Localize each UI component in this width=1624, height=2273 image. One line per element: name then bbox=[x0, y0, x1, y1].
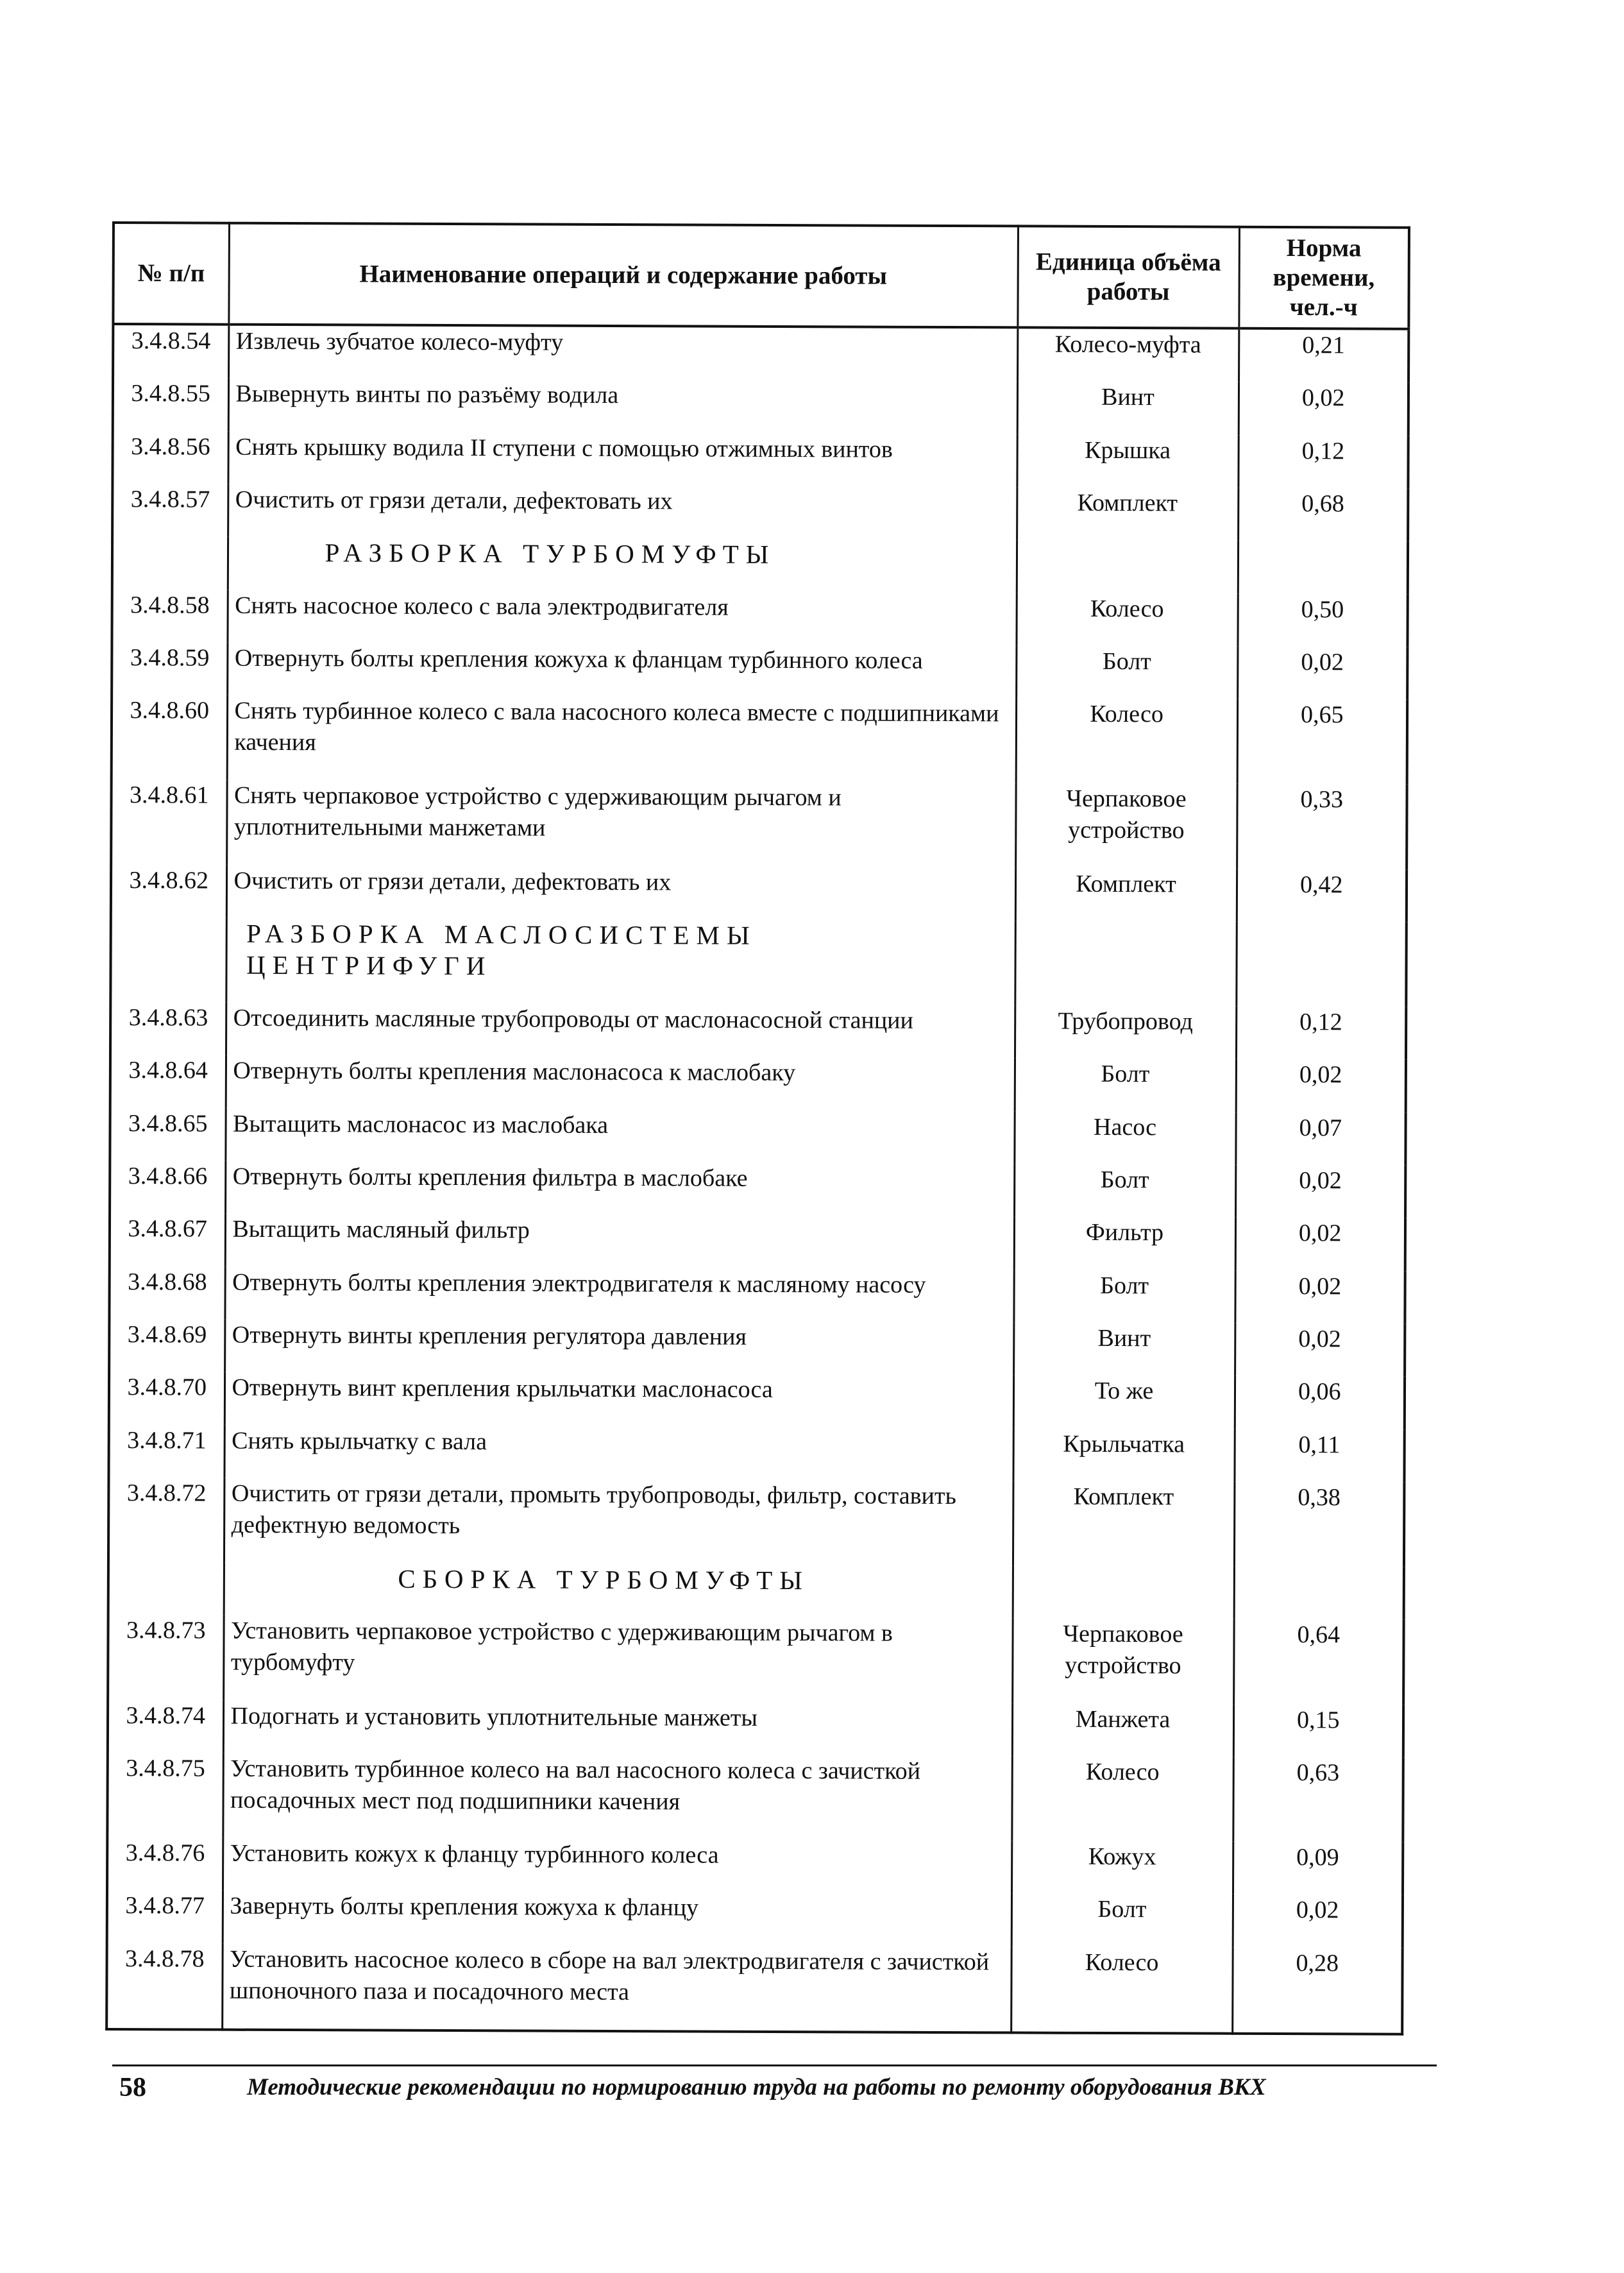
row-number: 3.4.8.54 bbox=[113, 324, 228, 379]
header-unit: Единица объёма работы bbox=[1017, 226, 1239, 328]
row-time-norm: 0,38 bbox=[1234, 1482, 1405, 1567]
row-unit: Болт bbox=[1015, 1059, 1236, 1112]
table-row bbox=[106, 1943, 1402, 2033]
row-unit: Колесо bbox=[1016, 699, 1238, 784]
section-row bbox=[112, 536, 1408, 594]
row-number: 3.4.8.59 bbox=[112, 642, 227, 695]
table-row bbox=[107, 1837, 1403, 1895]
row-number: 3.4.8.57 bbox=[112, 484, 228, 537]
row-operation-name: Снять крышку водила II ступени с помощью отжимных винтов bbox=[228, 431, 1017, 487]
row-number: 3.4.8.60 bbox=[112, 695, 228, 780]
section-norm-cell bbox=[1234, 1567, 1404, 1620]
row-number: 3.4.8.61 bbox=[111, 779, 227, 865]
row-unit: Комплект bbox=[1015, 868, 1237, 922]
row-number: 3.4.8.55 bbox=[113, 378, 228, 431]
filler-cell bbox=[1011, 2031, 1232, 2034]
section-number-cell bbox=[110, 917, 226, 1003]
row-operation-name: Отвернуть винт крепления крыльчатки маслонасоса bbox=[224, 1372, 1013, 1428]
row-unit: Винт bbox=[1017, 382, 1239, 436]
filler-cell bbox=[106, 2028, 222, 2030]
section-heading: РАЗБОРКА ТУРБОМУФТЫ bbox=[228, 537, 1017, 593]
row-number: 3.4.8.58 bbox=[112, 590, 227, 643]
row-time-norm: 0,06 bbox=[1235, 1376, 1405, 1429]
table-row bbox=[107, 1753, 1403, 1843]
row-number: 3.4.8.77 bbox=[107, 1890, 223, 1943]
row-number: 3.4.8.72 bbox=[108, 1477, 224, 1563]
table-row bbox=[108, 1615, 1403, 1705]
table-row bbox=[109, 1266, 1405, 1324]
table-body bbox=[106, 324, 1408, 2034]
row-unit: Колесо bbox=[1011, 1756, 1233, 1841]
page-number: 58 bbox=[119, 2073, 146, 2102]
section-unit-cell bbox=[1015, 921, 1237, 1006]
row-unit: Кожух bbox=[1011, 1841, 1233, 1894]
header-number: № п/п bbox=[113, 223, 229, 325]
row-time-norm: 0,02 bbox=[1235, 1324, 1405, 1377]
norms-table bbox=[105, 221, 1410, 2036]
row-number: 3.4.8.75 bbox=[107, 1753, 223, 1838]
row-time-norm: 0,33 bbox=[1237, 784, 1407, 869]
table-row bbox=[108, 1700, 1403, 1758]
row-time-norm: 0,65 bbox=[1237, 699, 1408, 785]
row-number: 3.4.8.70 bbox=[109, 1372, 224, 1425]
row-operation-name: Очистить от грязи детали, дефектовать их bbox=[226, 865, 1015, 921]
row-time-norm: 0,50 bbox=[1237, 593, 1407, 647]
section-unit-cell bbox=[1013, 1566, 1234, 1620]
row-unit: Насос bbox=[1014, 1111, 1235, 1165]
table-row bbox=[112, 484, 1408, 541]
row-time-norm: 0,12 bbox=[1238, 435, 1408, 488]
row-time-norm: 0,02 bbox=[1235, 1165, 1405, 1218]
row-operation-name: Отвернуть болты крепления фильтра в маслобаке bbox=[225, 1161, 1014, 1217]
row-operation-name: Подогнать и установить уплотнительные манжеты bbox=[223, 1700, 1012, 1756]
table-row bbox=[110, 1055, 1406, 1112]
section-row bbox=[110, 917, 1406, 1007]
row-time-norm: 0,02 bbox=[1235, 1270, 1405, 1324]
row-operation-name: Завернуть болты крепления кожуха к фланцу bbox=[223, 1891, 1011, 1946]
row-operation-name: Очистить от грязи детали, промыть трубопроводы, фильтр, составить дефектную ведомость bbox=[224, 1478, 1013, 1566]
footer-rule bbox=[112, 2064, 1437, 2066]
row-number: 3.4.8.66 bbox=[110, 1161, 225, 1214]
table-row bbox=[111, 865, 1407, 923]
row-operation-name: Очистить от грязи детали, дефектовать их bbox=[228, 484, 1017, 540]
row-operation-name: Отвернуть болты крепления маслонасоса к маслобаку bbox=[226, 1055, 1015, 1111]
table-row bbox=[110, 1002, 1406, 1060]
row-number: 3.4.8.68 bbox=[109, 1266, 224, 1320]
header-operation-name: Наименование операций и содержание работы bbox=[228, 223, 1018, 328]
table-row bbox=[110, 1213, 1405, 1271]
norms-table-sheet bbox=[105, 221, 1408, 2036]
row-number: 3.4.8.67 bbox=[110, 1213, 225, 1266]
row-number: 3.4.8.71 bbox=[108, 1425, 224, 1478]
table-row bbox=[109, 1372, 1405, 1429]
row-time-norm: 0,02 bbox=[1233, 1894, 1403, 1948]
table-row bbox=[111, 779, 1407, 869]
row-operation-name: Извлечь зубчатое колесо-муфту bbox=[228, 325, 1017, 382]
table-row bbox=[109, 1319, 1405, 1377]
row-unit: Колесо bbox=[1011, 1946, 1233, 2032]
table-row bbox=[113, 378, 1408, 436]
filler-cell bbox=[1232, 2032, 1402, 2034]
row-number: 3.4.8.73 bbox=[108, 1615, 224, 1700]
table-row bbox=[112, 642, 1407, 700]
row-operation-name: Снять насосное колесо с вала электродвигателя bbox=[227, 590, 1016, 645]
row-number: 3.4.8.64 bbox=[110, 1055, 226, 1108]
section-heading: СБОРКА ТУРБОМУФТЫ bbox=[224, 1563, 1013, 1619]
table-row bbox=[110, 1108, 1405, 1166]
table-row bbox=[107, 1890, 1403, 1948]
row-time-norm: 0,09 bbox=[1233, 1842, 1403, 1895]
row-time-norm: 0,02 bbox=[1239, 382, 1408, 436]
row-time-norm: 0,11 bbox=[1234, 1429, 1404, 1482]
row-operation-name: Вытащить маслонасос из маслобака bbox=[225, 1108, 1014, 1164]
row-operation-name: Установить кожух к фланцу турбинного колеса bbox=[223, 1838, 1011, 1894]
row-unit: Колесо bbox=[1016, 593, 1237, 647]
row-time-norm: 0,12 bbox=[1236, 1007, 1406, 1060]
section-norm-cell bbox=[1236, 922, 1407, 1007]
row-time-norm: 0,02 bbox=[1236, 1059, 1406, 1112]
row-operation-name: Вывернуть винты по разъёму водила bbox=[228, 379, 1017, 434]
row-unit: Болт bbox=[1011, 1894, 1233, 1948]
row-operation-name: Установить насосное колесо в сборе на вал электродвигателя с зачисткой шпоночного паза и посадочного места bbox=[222, 1943, 1011, 2031]
row-operation-name: Отвернуть винты крепления регулятора давления bbox=[224, 1320, 1013, 1375]
section-unit-cell bbox=[1017, 540, 1238, 594]
row-operation-name: Снять турбинное колесо с вала насосного колеса вместе с подшипниками качения bbox=[227, 695, 1016, 783]
row-time-norm: 0,68 bbox=[1238, 488, 1408, 541]
row-number: 3.4.8.65 bbox=[110, 1108, 225, 1161]
row-unit: Крышка bbox=[1017, 434, 1238, 488]
row-number: 3.4.8.74 bbox=[108, 1700, 223, 1753]
row-unit: Болт bbox=[1016, 645, 1237, 699]
footer-title: Методические рекомендации по нормированию труда на работы по ремонту оборудования ВКХ bbox=[247, 2074, 1266, 2100]
row-unit: Комплект bbox=[1017, 487, 1238, 541]
row-unit: Колесо-муфта bbox=[1017, 327, 1239, 382]
row-unit: Трубопровод bbox=[1015, 1005, 1236, 1059]
row-operation-name: Отвернуть болты крепления кожуха к фланцам турбинного колеса bbox=[227, 643, 1016, 699]
section-number-cell bbox=[112, 536, 228, 590]
row-unit: Болт bbox=[1013, 1270, 1235, 1324]
row-unit: Болт bbox=[1014, 1164, 1235, 1218]
row-operation-name: Установить турбинное колесо на вал насосного колеса с зачисткой посадочных мест под подшипники качения bbox=[223, 1753, 1011, 1841]
table-row bbox=[112, 590, 1407, 647]
row-number: 3.4.8.76 bbox=[107, 1837, 223, 1891]
row-time-norm: 0,02 bbox=[1237, 647, 1407, 700]
row-time-norm: 0,63 bbox=[1233, 1757, 1403, 1843]
row-time-norm: 0,15 bbox=[1233, 1704, 1403, 1757]
table-header-row bbox=[113, 223, 1409, 329]
row-unit: Крыльчатка bbox=[1013, 1428, 1234, 1482]
row-unit: То же bbox=[1013, 1375, 1235, 1429]
row-unit: Фильтр bbox=[1014, 1217, 1235, 1271]
section-number-cell bbox=[108, 1562, 224, 1615]
table-row bbox=[108, 1425, 1404, 1483]
row-operation-name: Снять крыльчатку с вала bbox=[224, 1425, 1013, 1481]
row-unit: Винт bbox=[1013, 1322, 1235, 1376]
row-time-norm: 0,64 bbox=[1233, 1619, 1404, 1705]
section-row bbox=[108, 1562, 1404, 1620]
row-number: 3.4.8.56 bbox=[112, 431, 228, 484]
table-row bbox=[113, 324, 1408, 383]
row-number: 3.4.8.78 bbox=[106, 1943, 223, 2029]
row-time-norm: 0,07 bbox=[1235, 1112, 1405, 1165]
section-norm-cell bbox=[1238, 541, 1408, 594]
row-time-norm: 0,28 bbox=[1232, 1947, 1403, 2032]
row-number: 3.4.8.62 bbox=[111, 865, 226, 918]
row-operation-name: Установить черпаковое устройство с удерживающим рычагом в турбомуфту bbox=[223, 1615, 1012, 1703]
row-number: 3.4.8.63 bbox=[110, 1002, 226, 1055]
table-row bbox=[112, 695, 1407, 785]
row-unit: Комплект bbox=[1013, 1481, 1235, 1566]
row-unit: Черпаковое устройство bbox=[1015, 783, 1237, 869]
row-operation-name: Снять черпаковое устройство с удерживающим рычагом и уплотнительными манжетами bbox=[226, 780, 1015, 868]
row-unit: Манжета bbox=[1012, 1703, 1233, 1757]
table-row bbox=[110, 1161, 1405, 1218]
row-time-norm: 0,42 bbox=[1237, 869, 1407, 922]
row-time-norm: 0,21 bbox=[1239, 328, 1408, 383]
row-unit: Черпаковое устройство bbox=[1012, 1619, 1234, 1704]
row-operation-name: Отсоединить масляные трубопроводы от маслонасосной станции bbox=[226, 1003, 1015, 1059]
row-operation-name: Вытащить масляный фильтр bbox=[225, 1214, 1014, 1270]
header-time-norm: Норма времени, чел.-ч bbox=[1239, 227, 1409, 329]
section-heading: РАЗБОРКА МАСЛОСИСТЕМЫ ЦЕНТРИФУГИ bbox=[226, 918, 1015, 1006]
row-operation-name: Отвернуть болты крепления электродвигателя к масляному насосу bbox=[224, 1266, 1013, 1322]
row-time-norm: 0,02 bbox=[1235, 1218, 1405, 1271]
table-row bbox=[112, 431, 1408, 489]
table-row bbox=[108, 1477, 1404, 1567]
row-number: 3.4.8.69 bbox=[109, 1319, 224, 1372]
